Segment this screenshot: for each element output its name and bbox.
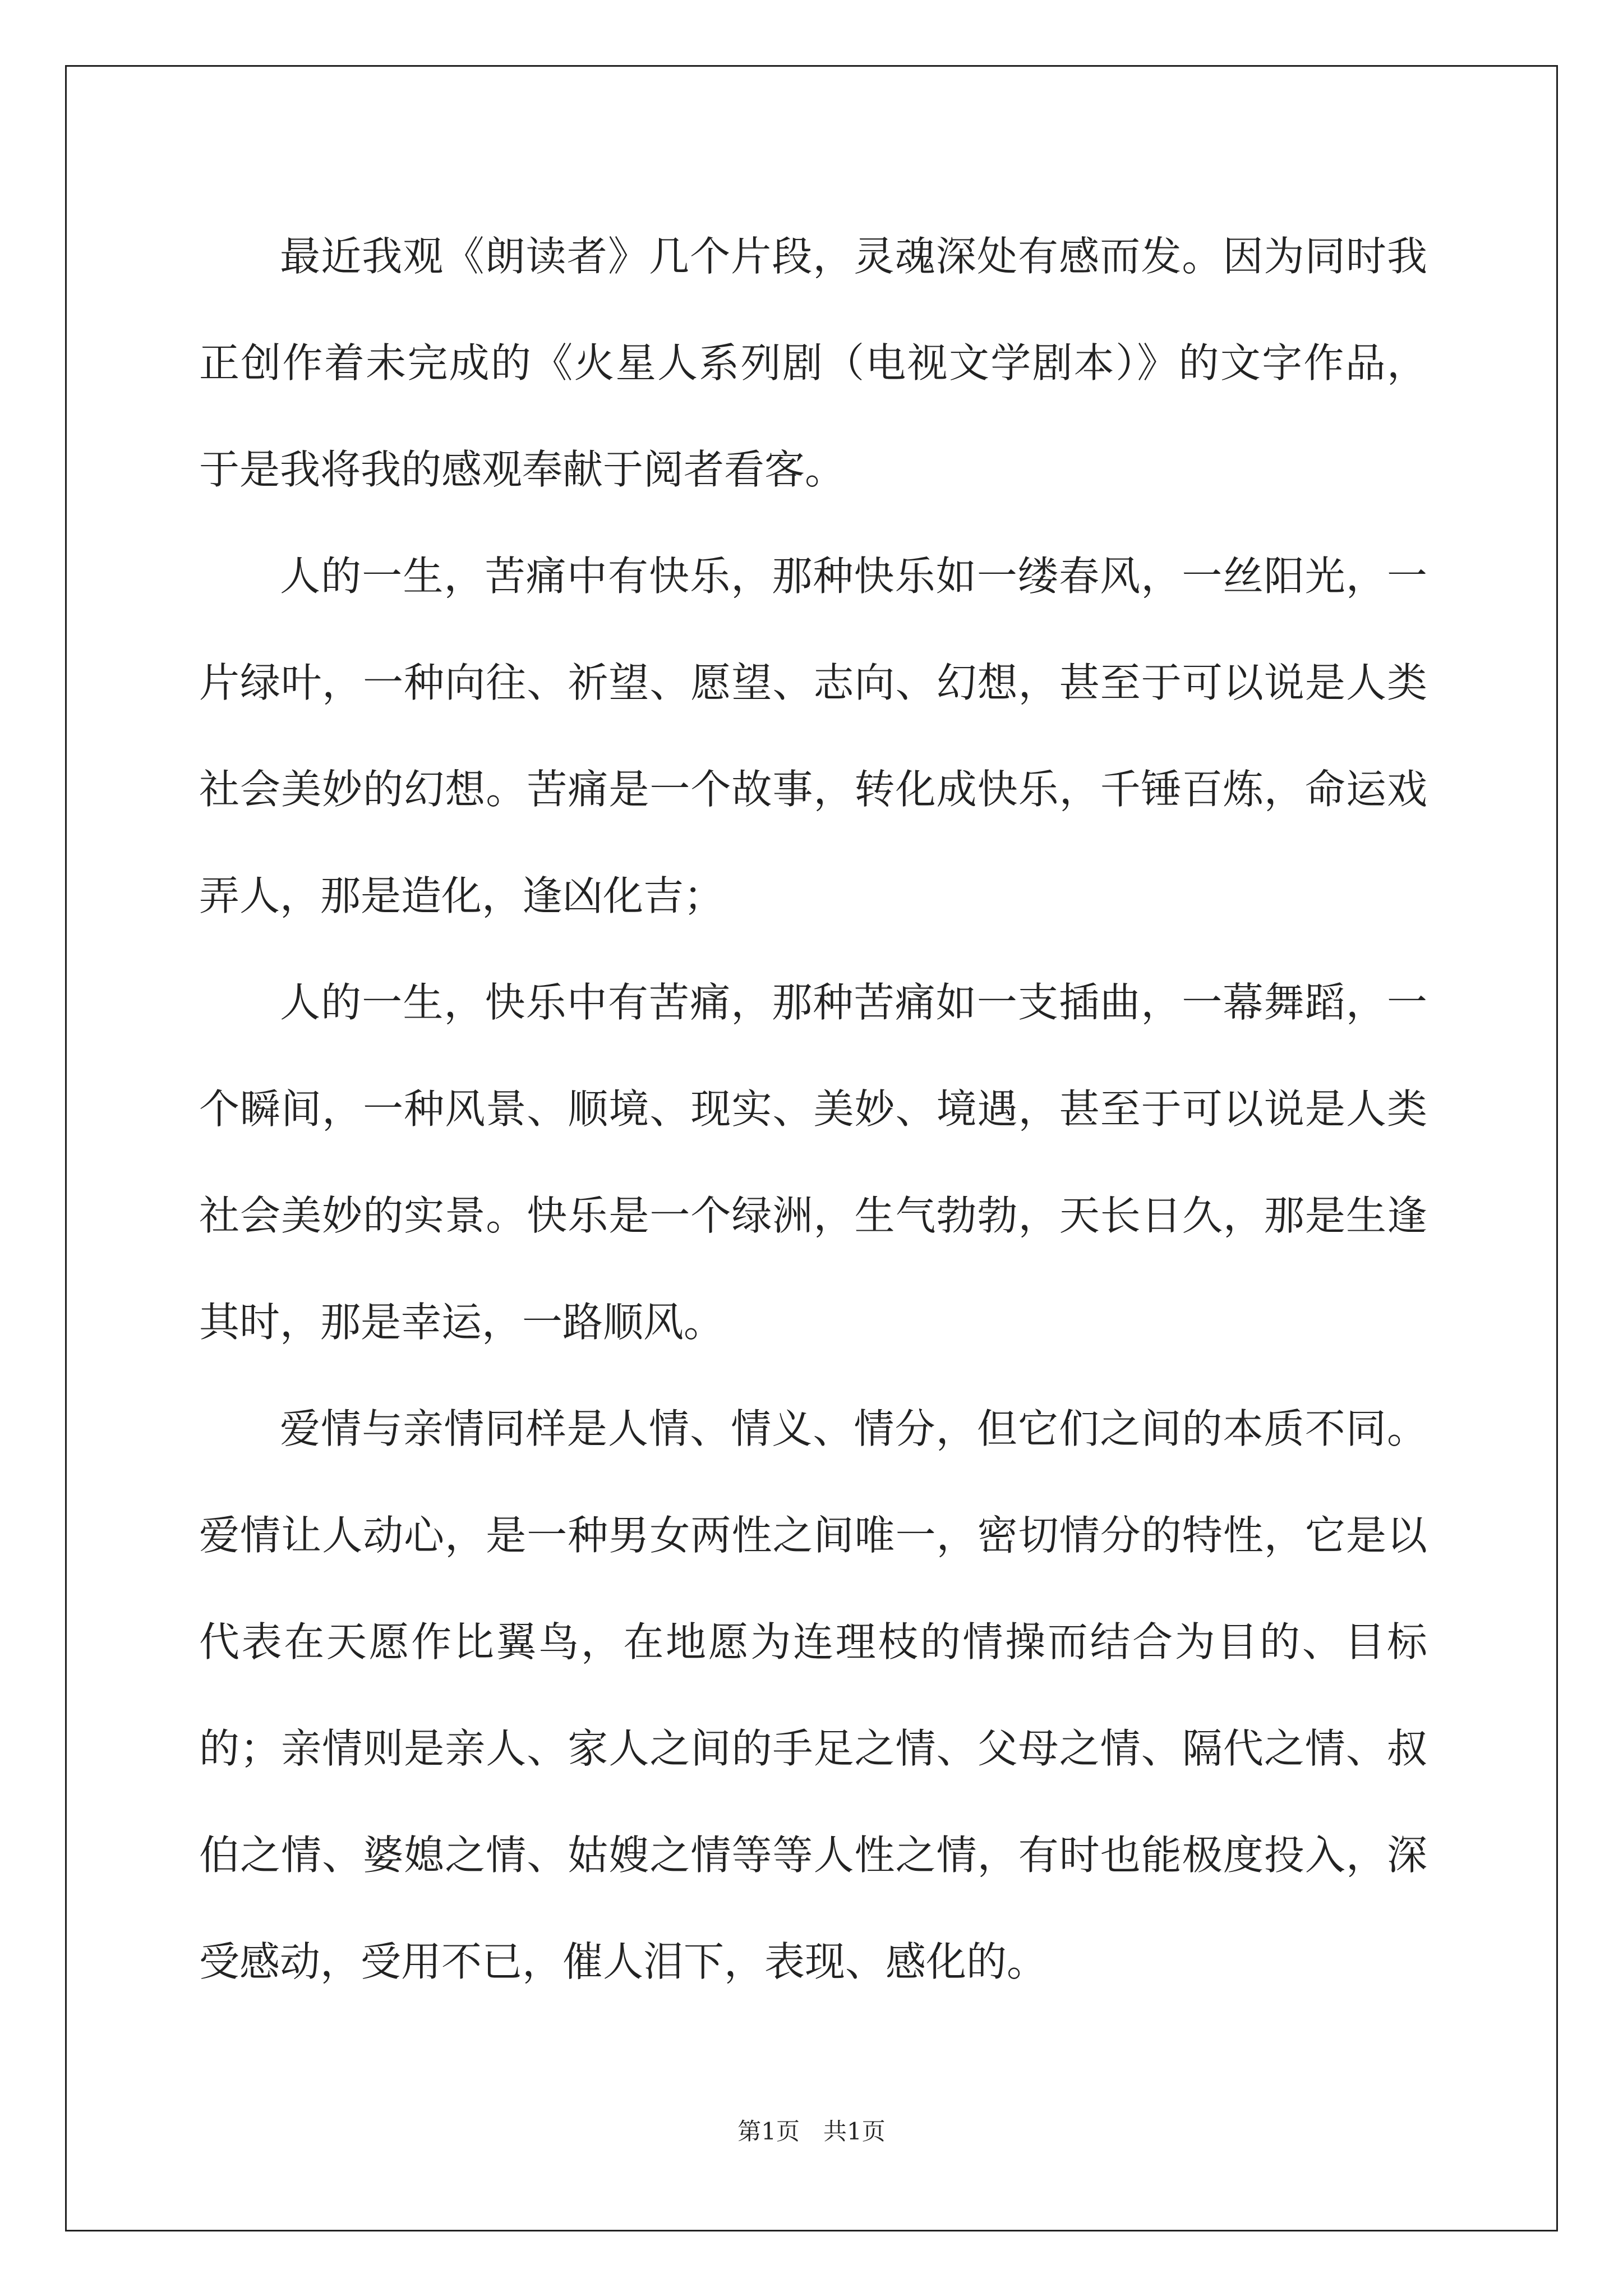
- paragraph-1: 最近我观《朗读者》几个片段，灵魂深处有感而发。因为同时我正创作着未完成的《火星人系列剧（电视文学剧本）》的文字作品，于是我将我的感观奉献于阅者看客。: [199, 233, 1427, 493]
- paragraph-4: 爱情与亲情同样是人情、情义、情分，但它们之间的本质不同。爱情让人动心，是一种男女两性之间唯一，密切情分的特性，它是以代表在天愿作比翼鸟，在地愿为连理枝的情操而结合为目的、目标的；亲情则是亲人、家人之间的手足之情、父母之情、隔代之情、叔伯之情、婆媳之情、姑嫂之情等等人性之情，有时也能极度投入，深受感动，受用不已，催人泪下，表现、感化的。: [199, 1405, 1427, 1985]
- page-number-footer: 第1页 共1页: [737, 2118, 886, 2145]
- document-body: [199, 203, 1427, 2015]
- paragraph-3: 人的一生，快乐中有苦痛，那种苦痛如一支插曲，一幕舞蹈，一个瞬间，一种风景、顺境、现实、美妙、境遇，甚至于可以说是人类社会美妙的实景。快乐是一个绿洲，生气勃勃，天长日久，那是生逢其时，那是幸运，一路顺风。: [199, 979, 1427, 1346]
- paragraph-2: 人的一生，苦痛中有快乐，那种快乐如一缕春风，一丝阳光，一片绿叶，一种向往、祈望、愿望、志向、幻想，甚至于可以说是人类社会美妙的幻想。苦痛是一个故事，转化成快乐，千锤百炼，命运戏弄人，那是造化，逢凶化吉；: [199, 553, 1427, 919]
